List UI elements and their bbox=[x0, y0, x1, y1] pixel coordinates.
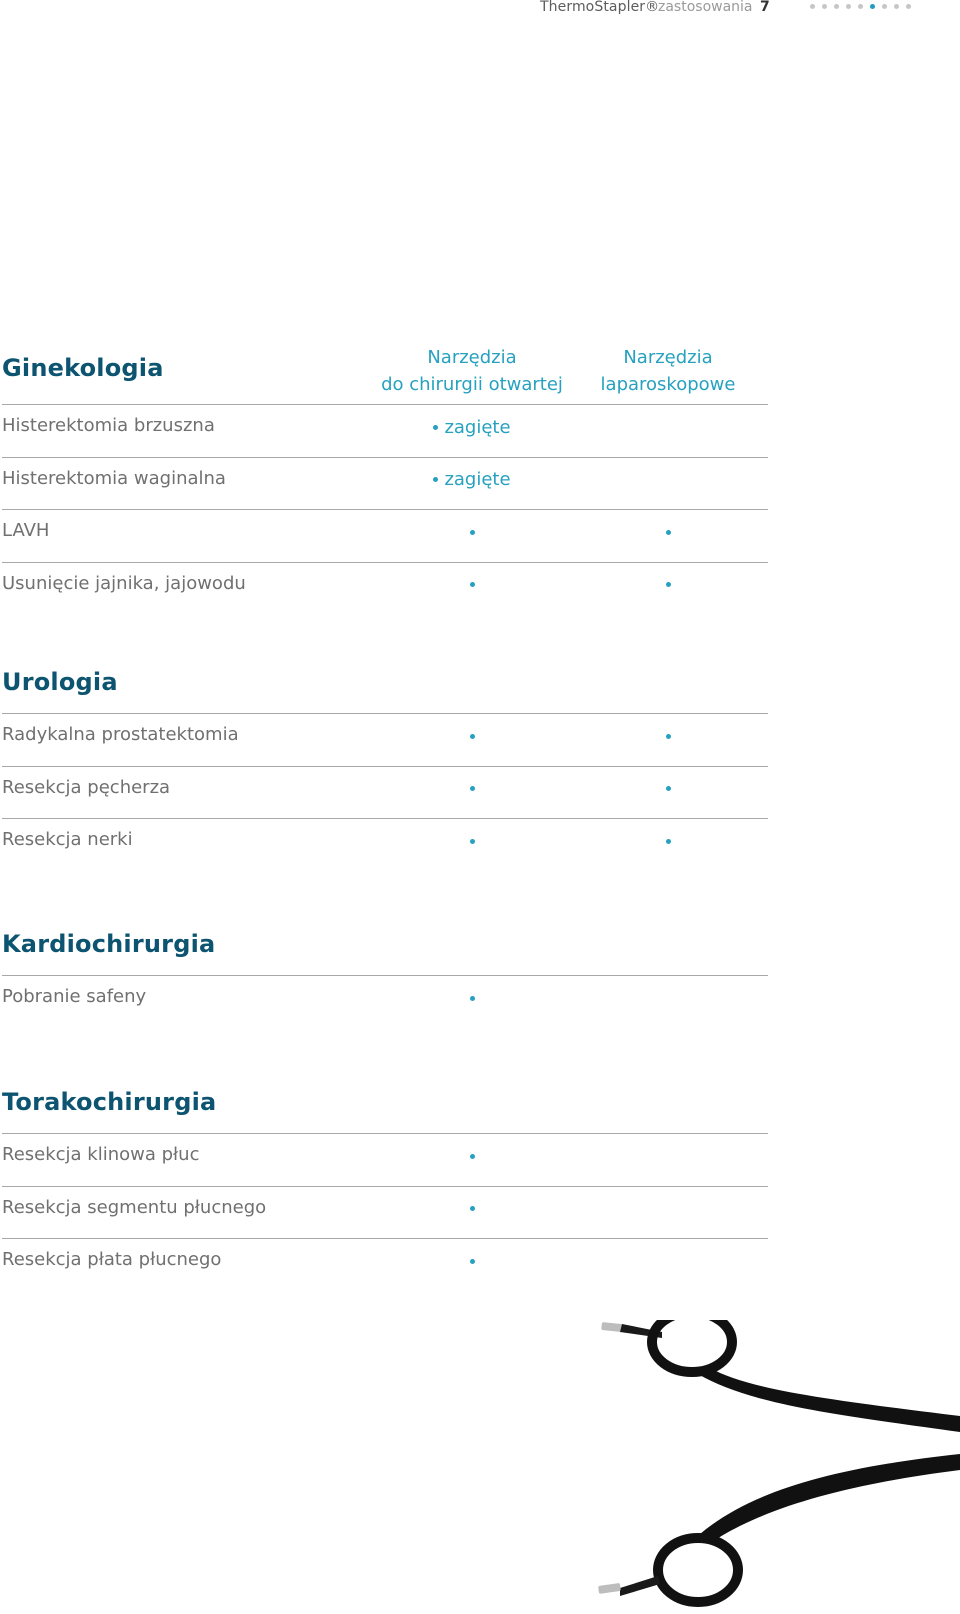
row-divider bbox=[2, 818, 768, 819]
cell-open-surgery bbox=[412, 517, 532, 547]
section-title: Urologia bbox=[2, 668, 118, 696]
row-divider bbox=[2, 1186, 768, 1187]
row-divider bbox=[2, 457, 768, 458]
row-divider bbox=[2, 509, 768, 510]
cell-laparoscopic bbox=[608, 570, 728, 600]
row-divider bbox=[2, 975, 768, 976]
bullet-icon bbox=[666, 582, 671, 587]
cell-open-surgery bbox=[412, 570, 532, 600]
bullet-icon bbox=[666, 839, 671, 844]
cell-laparoscopic bbox=[608, 774, 728, 804]
cell-open-surgery bbox=[412, 826, 532, 856]
bullet-icon bbox=[433, 477, 438, 482]
page-indicator-dot bbox=[846, 4, 851, 9]
row-divider bbox=[2, 404, 768, 405]
table-row bbox=[0, 1133, 768, 1187]
table-row bbox=[0, 1186, 768, 1240]
cell-open-surgery bbox=[412, 721, 532, 751]
cell-note: zagięte bbox=[444, 416, 511, 438]
cell-laparoscopic bbox=[608, 721, 728, 751]
row-label: Pobranie safeny bbox=[2, 986, 147, 1007]
table-row bbox=[0, 404, 768, 458]
column-header-line: Narzędzia bbox=[427, 347, 517, 368]
row-divider bbox=[2, 1133, 768, 1134]
header-product-name: ThermoStapler® bbox=[540, 0, 660, 15]
bullet-icon bbox=[470, 1206, 475, 1211]
cell-open-surgery bbox=[412, 1194, 532, 1224]
table-row bbox=[0, 457, 768, 511]
bullet-icon bbox=[470, 1259, 475, 1264]
row-label: Radykalna prostatektomia bbox=[2, 724, 239, 745]
page-indicator-dot bbox=[906, 4, 911, 9]
row-label: Resekcja nerki bbox=[2, 829, 133, 850]
column-header-line: Narzędzia bbox=[623, 347, 713, 368]
cell-open-surgery bbox=[412, 465, 532, 495]
bullet-icon bbox=[470, 996, 475, 1001]
table-row bbox=[0, 562, 768, 616]
bullet-icon bbox=[470, 582, 475, 587]
page-indicator-dot bbox=[870, 4, 875, 9]
table-row bbox=[0, 509, 768, 563]
row-label: LAVH bbox=[2, 520, 50, 541]
section-title: Kardiochirurgia bbox=[2, 930, 216, 958]
column-header-open-surgery bbox=[362, 344, 582, 398]
bullet-icon bbox=[666, 786, 671, 791]
section-title: Torakochirurgia bbox=[2, 1088, 217, 1116]
page-position-indicator bbox=[810, 4, 911, 9]
bullet-icon bbox=[666, 530, 671, 535]
cell-open-surgery bbox=[412, 983, 532, 1013]
bullet-icon bbox=[666, 734, 671, 739]
cell-open-surgery bbox=[412, 1246, 532, 1276]
cell-note: zagięte bbox=[444, 469, 511, 490]
bullet-icon bbox=[470, 530, 475, 535]
section-title: Ginekologia bbox=[2, 354, 164, 382]
bullet-icon bbox=[470, 839, 475, 844]
row-divider bbox=[2, 766, 768, 767]
cell-open-surgery bbox=[412, 412, 532, 442]
row-label: Resekcja segmentu płucnego bbox=[2, 1196, 267, 1218]
header-section-name: zastosowania bbox=[658, 0, 753, 15]
bullet-icon bbox=[433, 425, 438, 430]
page-indicator-dot bbox=[810, 4, 815, 9]
row-divider bbox=[2, 1238, 768, 1239]
page-indicator-dot bbox=[834, 4, 839, 9]
table-row bbox=[0, 766, 768, 820]
page-indicator-dot bbox=[858, 4, 863, 9]
table-row bbox=[0, 818, 768, 872]
column-header-line: do chirurgii otwartej bbox=[381, 374, 563, 395]
bullet-icon bbox=[470, 786, 475, 791]
row-label: Histerektomia brzuszna bbox=[2, 415, 215, 436]
row-label: Usunięcie jajnika, jajowodu bbox=[2, 572, 246, 594]
page-indicator-dot bbox=[882, 4, 887, 9]
instrument-upper bbox=[601, 1320, 960, 1432]
table-row bbox=[0, 975, 768, 1029]
cell-open-surgery bbox=[412, 1141, 532, 1171]
row-label: Resekcja płata płucnego bbox=[2, 1249, 222, 1270]
page-indicator-dot bbox=[894, 4, 899, 9]
row-label: Resekcja pęcherza bbox=[2, 776, 171, 798]
cell-laparoscopic bbox=[608, 517, 728, 547]
instrument-lower bbox=[598, 1454, 960, 1602]
row-divider bbox=[2, 562, 768, 563]
column-header-laparoscopic bbox=[558, 344, 778, 398]
page-header bbox=[0, 0, 960, 16]
table-row bbox=[0, 1238, 768, 1292]
table-row bbox=[0, 713, 768, 767]
surgical-instruments-image bbox=[580, 1320, 960, 1614]
cell-laparoscopic bbox=[608, 826, 728, 856]
bullet-icon bbox=[470, 734, 475, 739]
row-label: Resekcja klinowa płuc bbox=[2, 1144, 200, 1165]
header-page-number: 7 bbox=[760, 0, 770, 15]
page-indicator-dot bbox=[822, 4, 827, 9]
bullet-icon bbox=[470, 1154, 475, 1159]
row-label: Histerektomia waginalna bbox=[2, 467, 226, 489]
column-header-line: laparoskopowe bbox=[600, 374, 736, 395]
row-divider bbox=[2, 713, 768, 714]
cell-open-surgery bbox=[412, 774, 532, 804]
